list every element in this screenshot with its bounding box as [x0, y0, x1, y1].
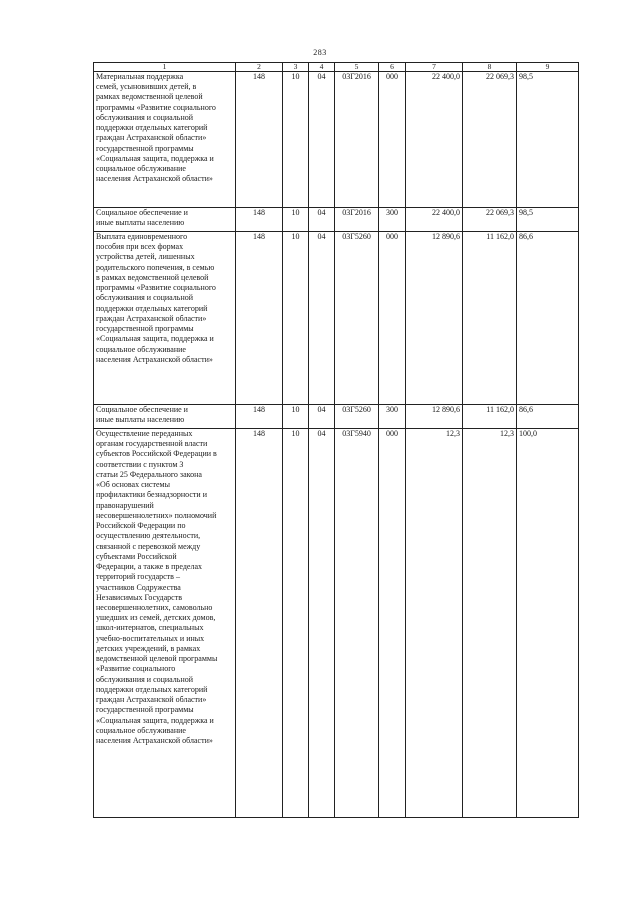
row-name: Социальное обеспечение и иные выплаты населению — [96, 208, 188, 228]
table-row — [94, 72, 579, 208]
code-cell: 04 — [309, 232, 335, 405]
code-cell: 10 — [283, 208, 309, 232]
code-cell: 04 — [309, 72, 335, 208]
code-cell: 03Г2016 — [335, 72, 379, 208]
column-header: 2 — [236, 63, 283, 72]
column-header: 4 — [309, 63, 335, 72]
column-header: 3 — [283, 63, 309, 72]
code-cell: 148 — [236, 429, 283, 818]
amount-cell: 22 069,3 — [463, 72, 517, 208]
column-header: 1 — [94, 63, 236, 72]
column-header: 6 — [379, 63, 406, 72]
code-cell: 148 — [236, 405, 283, 429]
code-cell: 03Г2016 — [335, 208, 379, 232]
code-cell: 03Г5260 — [335, 405, 379, 429]
amount-cell: 12,3 — [463, 429, 517, 818]
row-name-cell — [94, 72, 236, 208]
amount-cell: 22 400,0 — [406, 208, 463, 232]
amount-cell: 11 162,0 — [463, 405, 517, 429]
table-row — [94, 405, 579, 429]
code-cell: 10 — [283, 232, 309, 405]
row-name-cell — [94, 429, 236, 818]
percent-cell: 98,5 — [517, 72, 579, 208]
column-header: 9 — [517, 63, 579, 72]
column-header: 7 — [406, 63, 463, 72]
table-row — [94, 232, 579, 405]
code-cell: 300 — [379, 405, 406, 429]
percent-cell: 100,0 — [517, 429, 579, 818]
percent-cell: 86,6 — [517, 232, 579, 405]
amount-cell: 12,3 — [406, 429, 463, 818]
code-cell: 04 — [309, 208, 335, 232]
code-cell: 000 — [379, 429, 406, 818]
code-cell: 300 — [379, 208, 406, 232]
amount-cell: 22 069,3 — [463, 208, 517, 232]
row-name-cell — [94, 232, 236, 405]
table-header-row — [94, 63, 579, 72]
row-name-cell — [94, 405, 236, 429]
code-cell: 000 — [379, 232, 406, 405]
code-cell: 10 — [283, 405, 309, 429]
code-cell: 148 — [236, 208, 283, 232]
table-row — [94, 208, 579, 232]
page-number: 283 — [313, 48, 327, 57]
amount-cell: 11 162,0 — [463, 232, 517, 405]
code-cell: 10 — [283, 72, 309, 208]
row-name: Выплата единовременного пособия при всех формах устройства детей, лишенных родительского попечения, в семью в рамках ведомственной целевой программы «Развитие социального обслуживания и социальной поддержки отдельных категорий граждан Астраханской области» государственной программы «Социальная защита, поддержка и социальное обслуживание населения Астраханской области» — [96, 232, 216, 364]
code-cell: 04 — [309, 429, 335, 818]
column-header: 5 — [335, 63, 379, 72]
code-cell: 03Г5940 — [335, 429, 379, 818]
percent-cell: 98,5 — [517, 208, 579, 232]
row-name: Социальное обеспечение и иные выплаты населению — [96, 405, 188, 425]
row-name: Осуществление переданных органам государственной власти субъектов Российской Федерации в соответствии с пунктом 3 статьи 25 Федерального закона «Об основах системы профилактики безнадзорности и правонарушений несовершеннолетних» полномочий Российской Федерации по осуществлению деятельности, связанной с перевозкой между субъектами Российской Федерации, а также в пределах территорий государств – участников Содружества Независимых Государств несовершеннолетних, самовольно ушедших из семей, детских домов, школ-интернатов, специальных учебно-воспитательных и иных детских учреждений, в рамках ведомственной целевой программы «Развитие социального обслуживания и социальной поддержки отдельных категорий граждан Астраханской области» государственной программы «Социальная защита, поддержка и социальное обслуживание населения Астраханской области» — [96, 429, 218, 746]
code-cell: 148 — [236, 72, 283, 208]
code-cell: 10 — [283, 429, 309, 818]
code-cell: 148 — [236, 232, 283, 405]
budget-table — [93, 62, 579, 818]
code-cell: 04 — [309, 405, 335, 429]
percent-cell: 86,6 — [517, 405, 579, 429]
amount-cell: 22 400,0 — [406, 72, 463, 208]
amount-cell: 12 890,6 — [406, 232, 463, 405]
code-cell: 03Г5260 — [335, 232, 379, 405]
row-name-cell — [94, 208, 236, 232]
row-name: Материальная поддержка семей, усыновивших детей, в рамках ведомственной целевой программы «Развитие социального обслуживания и социальной поддержки отдельных категорий граждан Астраханской области» государственной программы «Социальная защита, поддержка и социальное обслуживание населения Астраханской области» — [96, 72, 216, 184]
amount-cell: 12 890,6 — [406, 405, 463, 429]
table-row — [94, 429, 579, 818]
column-header: 8 — [463, 63, 517, 72]
code-cell: 000 — [379, 72, 406, 208]
